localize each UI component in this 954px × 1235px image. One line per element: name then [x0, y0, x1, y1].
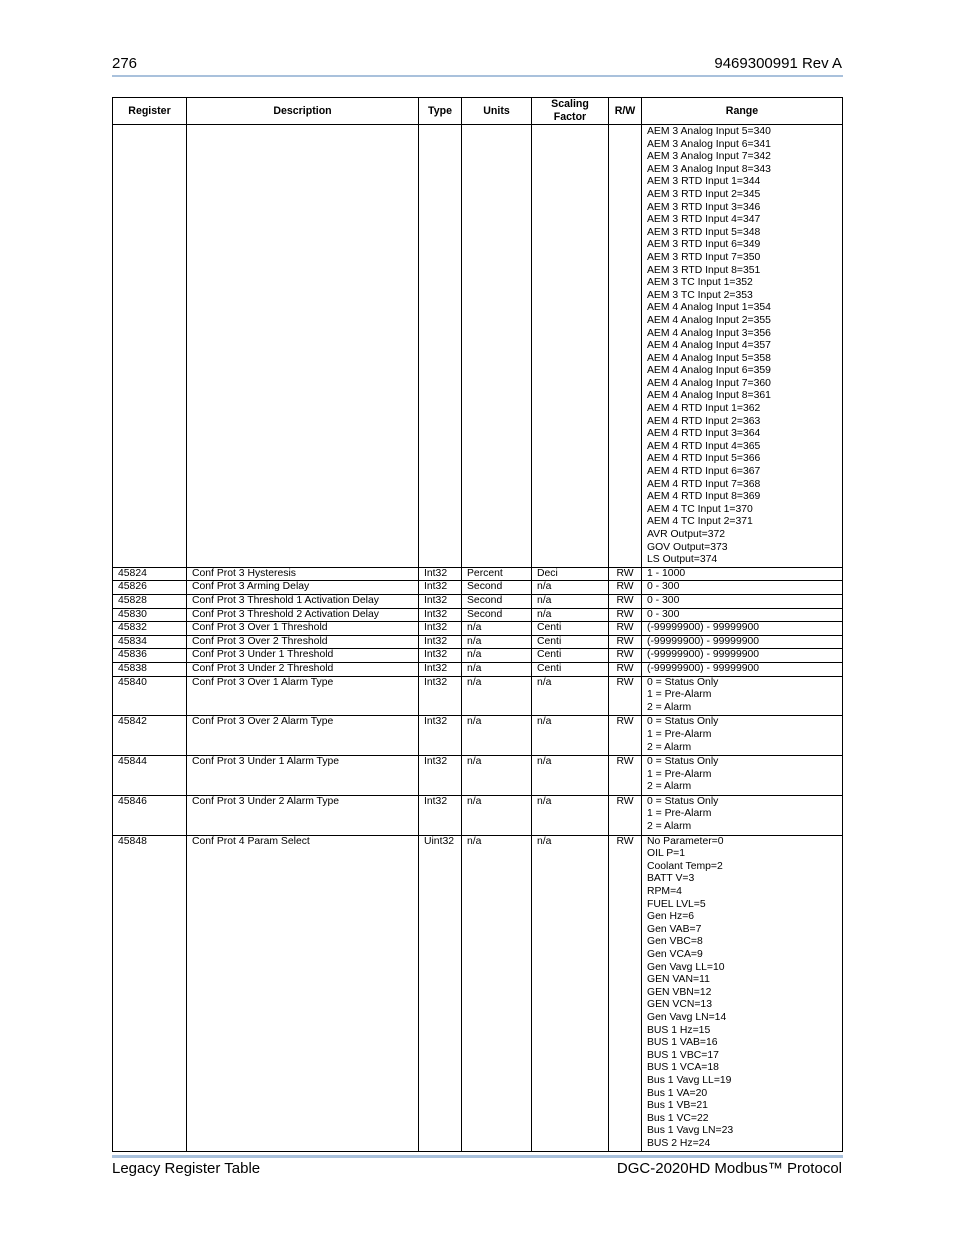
description-cell: Conf Prot 3 Threshold 2 Activation Delay [187, 608, 419, 622]
range-line: 0 = Status Only [647, 716, 719, 728]
page-footer [112, 1160, 842, 1180]
scaling-factor-cell: n/a [532, 795, 609, 835]
rw-cell: RW [609, 635, 642, 649]
range-line: AEM 4 Analog Input 7=360 [647, 377, 771, 389]
description-cell: Conf Prot 3 Over 2 Alarm Type [187, 716, 419, 756]
scaling-factor-cell: n/a [532, 594, 609, 608]
scaling-factor-cell: Centi [532, 662, 609, 676]
description-cell: Conf Prot 3 Under 1 Threshold [187, 649, 419, 663]
units-cell: n/a [462, 756, 532, 796]
units-cell: n/a [462, 795, 532, 835]
description-cell: Conf Prot 4 Param Select [187, 835, 419, 1151]
type-cell: Uint32 [419, 835, 462, 1151]
register-cell: 45830 [113, 608, 187, 622]
type-cell: Int32 [419, 581, 462, 595]
scaling-factor-cell: n/a [532, 581, 609, 595]
units-cell: n/a [462, 676, 532, 716]
range-line: GEN VAN=11 [647, 974, 710, 986]
table-row [113, 756, 843, 796]
units-cell: Percent [462, 567, 532, 581]
rw-cell: RW [609, 756, 642, 796]
page-number: 276 [112, 55, 138, 72]
scaling-factor-cell: n/a [532, 676, 609, 716]
range-cell [642, 649, 843, 663]
range-line: AEM 4 Analog Input 1=354 [647, 302, 771, 314]
table-row [113, 567, 843, 581]
range-line: AEM 4 Analog Input 8=361 [647, 390, 771, 402]
description-cell: Conf Prot 3 Under 2 Threshold [187, 662, 419, 676]
range-line: Bus 1 VC=22 [647, 1112, 709, 1124]
document-number: 9469300991 Rev A [714, 55, 842, 72]
range-line: Gen Vavg LN=14 [647, 1011, 727, 1023]
range-line: FUEL LVL=5 [647, 898, 706, 910]
range-line: 2 = Alarm [647, 821, 692, 833]
range-line: Gen VAB=7 [647, 923, 702, 935]
range-line: 1 = Pre-Alarm [647, 689, 712, 701]
range-line: BUS 1 Hz=15 [647, 1024, 711, 1036]
rw-cell: RW [609, 594, 642, 608]
range-line: AEM 4 RTD Input 8=369 [647, 491, 761, 503]
footer-rule [112, 1155, 843, 1158]
footer-section-title: Legacy Register Table [112, 1160, 261, 1177]
range-line: AEM 3 Analog Input 6=341 [647, 138, 771, 150]
range-line: BUS 2 Hz=24 [647, 1137, 711, 1149]
table-row [113, 662, 843, 676]
range-cell [642, 594, 843, 608]
range-line: AEM 3 TC Input 2=353 [647, 289, 753, 301]
table-row [113, 716, 843, 756]
register-cell: 45838 [113, 662, 187, 676]
register-cell: 45836 [113, 649, 187, 663]
table-row [113, 676, 843, 716]
column-header-units: Units [462, 98, 532, 125]
page-header [112, 55, 842, 75]
register-cell: 45844 [113, 756, 187, 796]
rw-cell: RW [609, 581, 642, 595]
type-cell: Int32 [419, 662, 462, 676]
range-line: Gen Vavg LL=10 [647, 961, 725, 973]
units-cell: Second [462, 594, 532, 608]
rw-cell: RW [609, 622, 642, 636]
range-line: OIL P=1 [647, 848, 686, 860]
description-cell: Conf Prot 3 Threshold 1 Activation Delay [187, 594, 419, 608]
range-line: AEM 3 Analog Input 7=342 [647, 151, 771, 163]
register-cell: 45824 [113, 567, 187, 581]
range-line: 2 = Alarm [647, 741, 692, 753]
range-line: AEM 4 RTD Input 7=368 [647, 478, 761, 490]
scaling-factor-cell: Deci [532, 567, 609, 581]
register-cell: 45848 [113, 835, 187, 1151]
column-header-description: Description [187, 98, 419, 125]
table-row [113, 835, 843, 1151]
range-cell [642, 756, 843, 796]
table-row [113, 649, 843, 663]
type-cell: Int32 [419, 676, 462, 716]
range-cell [642, 608, 843, 622]
range-line: (-99999900) - 99999900 [647, 649, 760, 661]
range-line: 0 = Status Only [647, 795, 719, 807]
range-cell [642, 622, 843, 636]
range-line: Bus 1 VB=21 [647, 1100, 708, 1112]
range-line: AEM 4 RTD Input 1=362 [647, 403, 761, 415]
range-line: Bus 1 VA=20 [647, 1087, 708, 1099]
range-line: 2 = Alarm [647, 701, 692, 713]
range-line: AEM 4 Analog Input 4=357 [647, 340, 771, 352]
scaling-factor-cell: Centi [532, 649, 609, 663]
table-row [113, 795, 843, 835]
table-row [113, 608, 843, 622]
description-cell: Conf Prot 3 Over 2 Threshold [187, 635, 419, 649]
range-line: GOV Output=373 [647, 541, 728, 553]
range-line: BUS 1 VCA=18 [647, 1062, 719, 1074]
units-cell: Second [462, 608, 532, 622]
range-line: AEM 3 TC Input 1=352 [647, 277, 753, 289]
range-line: AEM 4 TC Input 2=371 [647, 516, 753, 528]
range-line: AEM 4 Analog Input 3=356 [647, 327, 771, 339]
register-cell: 45832 [113, 622, 187, 636]
rw-cell: RW [609, 567, 642, 581]
range-line: Gen Hz=6 [647, 911, 695, 923]
register-table [112, 97, 843, 1152]
table-row [113, 622, 843, 636]
range-cell [642, 567, 843, 581]
scaling-factor-cell: n/a [532, 835, 609, 1151]
register-cell: 45846 [113, 795, 187, 835]
range-line: AEM 3 RTD Input 8=351 [647, 264, 761, 276]
range-line: 0 - 300 [647, 594, 680, 606]
column-header-type: Type [419, 98, 462, 125]
register-cell: 45842 [113, 716, 187, 756]
register-cell: 45828 [113, 594, 187, 608]
range-line: 1 = Pre-Alarm [647, 728, 712, 740]
column-header-scaling-factor: Scaling Factor [532, 98, 609, 125]
range-cell [642, 125, 843, 568]
range-line: AEM 4 RTD Input 6=367 [647, 466, 761, 478]
description-cell: Conf Prot 3 Under 1 Alarm Type [187, 756, 419, 796]
range-line: AEM 3 Analog Input 8=343 [647, 163, 771, 175]
table-row [113, 594, 843, 608]
type-cell: Int32 [419, 608, 462, 622]
description-cell: Conf Prot 3 Arming Delay [187, 581, 419, 595]
rw-cell: RW [609, 662, 642, 676]
scaling-factor-cell: n/a [532, 608, 609, 622]
rw-cell: RW [609, 835, 642, 1151]
range-line: AEM 3 RTD Input 2=345 [647, 188, 761, 200]
rw-cell: RW [609, 649, 642, 663]
scaling-factor-cell: Centi [532, 635, 609, 649]
range-line: AEM 3 RTD Input 6=349 [647, 239, 761, 251]
range-line: AEM 4 RTD Input 2=363 [647, 415, 761, 427]
range-line: AEM 4 Analog Input 6=359 [647, 365, 771, 377]
footer-document-title: DGC-2020HD Modbus™ Protocol [616, 1160, 842, 1177]
range-line: AEM 4 RTD Input 3=364 [647, 428, 761, 440]
register-cell: 45834 [113, 635, 187, 649]
range-line: GEN VBN=12 [647, 986, 712, 998]
description-cell: Conf Prot 3 Hysteresis [187, 567, 419, 581]
type-cell: Int32 [419, 567, 462, 581]
range-line: 1 = Pre-Alarm [647, 768, 712, 780]
range-line: AVR Output=372 [647, 529, 726, 540]
range-line: AEM 3 Analog Input 5=340 [647, 126, 771, 137]
table-row [113, 635, 843, 649]
range-line: BUS 1 VAB=16 [647, 1037, 718, 1049]
range-cell [642, 716, 843, 756]
rw-cell: RW [609, 716, 642, 756]
type-cell: Int32 [419, 649, 462, 663]
range-line: Gen VCA=9 [647, 949, 703, 960]
range-line: Bus 1 Vavg LL=19 [647, 1074, 732, 1086]
range-line: 2 = Alarm [647, 781, 692, 793]
type-cell: Int32 [419, 795, 462, 835]
range-line: BUS 1 VBC=17 [647, 1049, 719, 1061]
rw-cell: RW [609, 795, 642, 835]
range-cell [642, 662, 843, 676]
type-cell: Int32 [419, 756, 462, 796]
register-cell: 45826 [113, 581, 187, 595]
units-cell: n/a [462, 635, 532, 649]
range-line: (-99999900) - 99999900 [647, 635, 760, 647]
range-line: (-99999900) - 99999900 [647, 622, 760, 634]
header-rule [112, 75, 843, 77]
scaling-factor-cell: n/a [532, 756, 609, 796]
range-line: 0 - 300 [647, 581, 680, 593]
units-cell: n/a [462, 622, 532, 636]
range-line: AEM 3 RTD Input 1=344 [647, 176, 761, 188]
range-line: 1 - 1000 [647, 567, 686, 579]
range-line: (-99999900) - 99999900 [647, 662, 760, 674]
rw-cell: RW [609, 676, 642, 716]
scaling-factor-cell: n/a [532, 716, 609, 756]
column-header-register: Register [113, 98, 187, 125]
description-cell: Conf Prot 3 Over 1 Threshold [187, 622, 419, 636]
description-cell: Conf Prot 3 Over 1 Alarm Type [187, 676, 419, 716]
type-cell: Int32 [419, 716, 462, 756]
range-cell [642, 795, 843, 835]
range-line: Coolant Temp=2 [647, 860, 723, 872]
units-cell: Second [462, 581, 532, 595]
range-line: AEM 4 RTD Input 4=365 [647, 440, 761, 452]
register-cell: 45840 [113, 676, 187, 716]
range-line: AEM 4 TC Input 1=370 [647, 503, 753, 515]
range-line: AEM 4 RTD Input 5=366 [647, 453, 761, 465]
type-cell: Int32 [419, 622, 462, 636]
units-cell: n/a [462, 716, 532, 756]
column-header-rw: R/W [609, 98, 642, 125]
table-row [113, 581, 843, 595]
type-cell: Int32 [419, 594, 462, 608]
units-cell: n/a [462, 662, 532, 676]
range-line: 0 = Status Only [647, 756, 719, 768]
range-line: AEM 4 Analog Input 2=355 [647, 314, 771, 326]
scaling-factor-cell: Centi [532, 622, 609, 636]
range-line: No Parameter=0 [647, 835, 724, 847]
range-cell [642, 581, 843, 595]
range-line: 0 = Status Only [647, 676, 719, 688]
rw-cell: RW [609, 608, 642, 622]
units-cell: n/a [462, 835, 532, 1151]
range-line: GEN VCN=13 [647, 999, 712, 1011]
description-cell: Conf Prot 3 Under 2 Alarm Type [187, 795, 419, 835]
range-cell [642, 635, 843, 649]
table-row-continuation [113, 125, 843, 568]
type-cell: Int32 [419, 635, 462, 649]
range-cell [642, 835, 843, 1151]
range-line: BATT V=3 [647, 873, 695, 885]
column-header-range: Range [642, 98, 843, 125]
range-line: 1 = Pre-Alarm [647, 808, 712, 820]
range-line: Gen VBC=8 [647, 936, 703, 948]
range-line: AEM 3 RTD Input 4=347 [647, 214, 761, 226]
range-line: AEM 3 RTD Input 3=346 [647, 201, 761, 213]
range-line: AEM 4 Analog Input 5=358 [647, 352, 771, 364]
range-line: LS Output=374 [647, 554, 718, 566]
table-header-row [113, 98, 843, 125]
range-line: AEM 3 RTD Input 5=348 [647, 226, 761, 238]
range-line: Bus 1 Vavg LN=23 [647, 1125, 734, 1137]
units-cell: n/a [462, 649, 532, 663]
range-line: AEM 3 RTD Input 7=350 [647, 251, 761, 263]
range-line: RPM=4 [647, 886, 682, 898]
range-cell [642, 676, 843, 716]
range-line: 0 - 300 [647, 608, 680, 620]
